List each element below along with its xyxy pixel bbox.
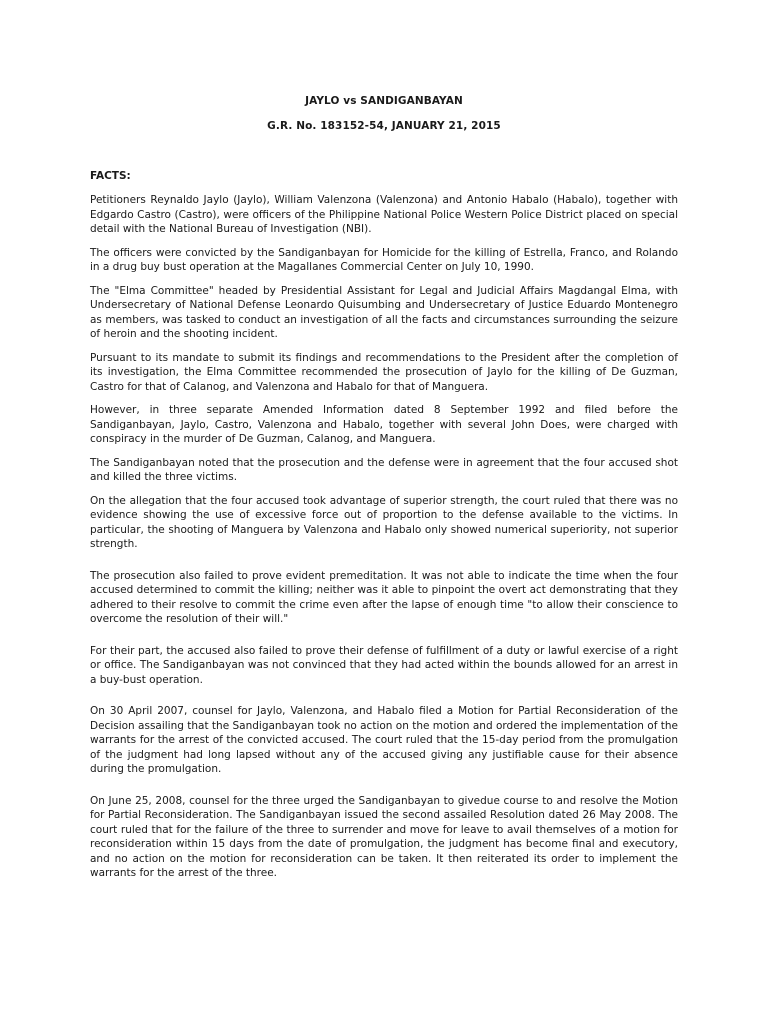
paragraph: On June 25, 2008, counsel for the three urged the Sandiganbayan to givedue course to and resolve the Motion for Partial Reconsideration. The Sandiganbayan issued the second assailed Resolution dated 26 May 2008. The court ruled that for the failure of the three to surrender and move for leave to avail themselves of a motion for reconsideration within 15 days from the date of promulgation, the judgment has become final and executory, and no action on the motion for reconsideration can be taken. It then reiterated its order to implement the warrants for the arrest of the three. xyxy=(90,794,678,879)
paragraph: However, in three separate Amended Information dated 8 September 1992 and filed before the Sandiganbayan, Jaylo, Castro, Valenzona and Habalo, together with several John Does, were charged with conspiracy in the murder of De Guzman, Calanog, and Manguera. xyxy=(90,404,678,445)
paragraph: The Sandiganbayan noted that the prosecution and the defense were in agreement that the four accused shot and killed the three victims. xyxy=(90,456,678,483)
paragraph: Petitioners Reynaldo Jaylo (Jaylo), William Valenzona (Valenzona) and Antonio Habalo (Habalo), together with Edgardo Castro (Castro), were officers of the Philippine National Police Western Police District placed on special detail with the National Bureau of Investigation (NBI). xyxy=(90,194,678,235)
document-title: JAYLO vs SANDIGANBAYAN xyxy=(305,95,463,107)
paragraph: The officers were convicted by the Sandiganbayan for Homicide for the killing of Estrella, Franco, and Rolando in a drug buy bust operation at the Magallanes Commercial Center on July 10, 1990. xyxy=(90,246,678,273)
paragraph: For their part, the accused also failed to prove their defense of fulfillment of a duty or lawful exercise of a right or office. The Sandiganbayan was not convinced that they had acted within the bounds allowed for an arrest in a buy-bust operation. xyxy=(90,644,678,686)
paragraph: On 30 April 2007, counsel for Jaylo, Valenzona, and Habalo filed a Motion for Partial Reconsideration of the Decision assailing that the Sandiganbayan took no action on the motion and ordered the implementation of the warrants for the arrest of the convicted accused. The court ruled that the 15-day period from the promulgation of the judgment had long lapsed without any of the accused giving any justifiable cause for their absence during the promulgation. xyxy=(90,705,678,775)
paragraph: The prosecution also failed to prove evident premeditation. It was not able to indicate the time when the four accused determined to commit the killing; neither was it able to pinpoint the overt act demonstrating that they adhered to their resolve to commit the crime even after the lapse of enough time "to allow their conscience to overcome the resolution of their will." xyxy=(90,569,678,625)
paragraph: Pursuant to its mandate to submit its findings and recommendations to the President after the completion of its investigation, the Elma Committee recommended the prosecution of Jaylo for the killing of De Guzman, Castro for that of Calanog, and Valenzona and Habalo for that of Manguera. xyxy=(90,351,678,393)
paragraph: The "Elma Committee" headed by Presidential Assistant for Legal and Judicial Affairs Magdangal Elma, with Undersecretary of National Defense Leonardo Quisumbing and Undersecretary of Justice Eduardo Montenegro as members, was tasked to conduct an investigation of all the facts and circumstances surrounding the seizure of heroin and the shooting incident. xyxy=(90,284,678,340)
document-body xyxy=(90,193,678,881)
case-citation: G.R. No. 183152-54, JANUARY 21, 2015 xyxy=(267,120,501,132)
section-label-facts: FACTS: xyxy=(90,170,131,182)
paragraph: On the allegation that the four accused took advantage of superior strength, the court ruled that there was no evidence showing the use of excessive force out of proportion to the defense available to the victims. In particular, the shooting of Manguera by Valenzona and Habalo only showed numerical superiority, not superior strength. xyxy=(90,494,678,550)
